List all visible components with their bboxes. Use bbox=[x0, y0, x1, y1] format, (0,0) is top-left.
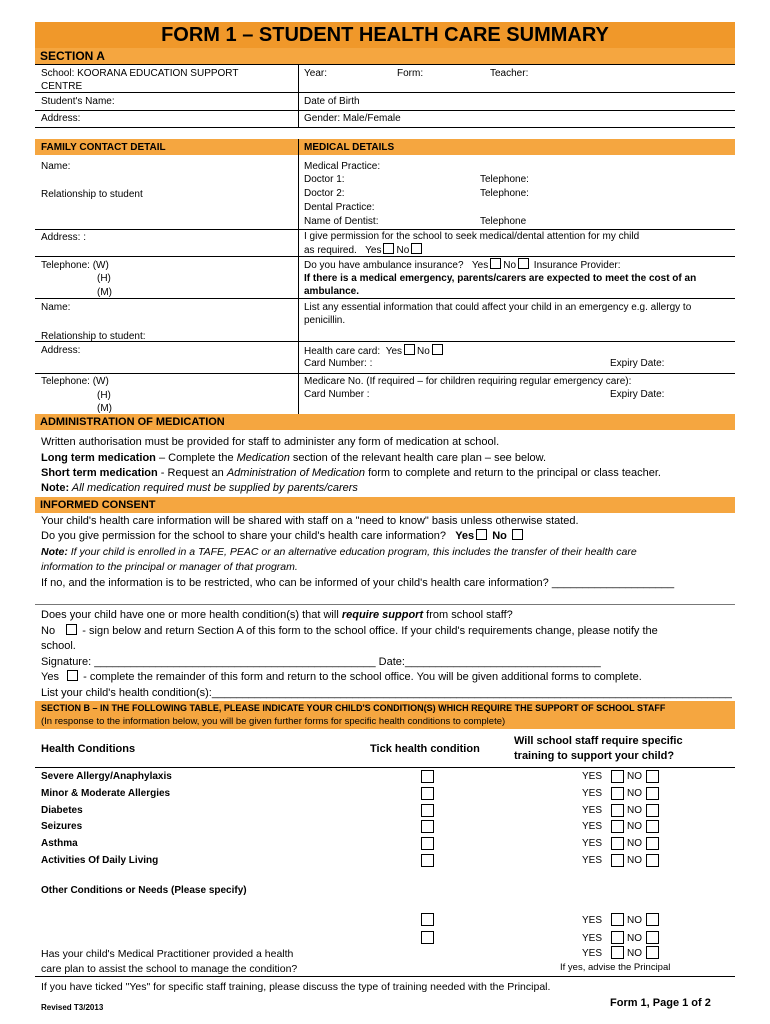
other2-no-checkbox[interactable] bbox=[646, 931, 659, 944]
other1-yes-checkbox[interactable] bbox=[611, 913, 624, 926]
dentist-telephone-label[interactable]: Telephone bbox=[480, 216, 527, 227]
condition-yes-label: YES bbox=[582, 771, 603, 782]
family-name-label[interactable]: Name: bbox=[41, 161, 71, 172]
medical-practice-label[interactable]: Medical Practice: bbox=[304, 161, 381, 172]
condition-training-yes-checkbox[interactable] bbox=[611, 820, 624, 833]
medical-details-heading: MEDICAL DETAILS bbox=[304, 142, 395, 153]
condition-yes-label: YES bbox=[582, 804, 603, 816]
practitioner-question: Has your child's Medical Practitioner provided a health bbox=[41, 948, 294, 960]
health-care-card: Health care card: Yes No bbox=[304, 344, 445, 358]
family-tel-m-label[interactable]: (M) bbox=[97, 287, 112, 298]
condition-training-yes-checkbox[interactable] bbox=[611, 854, 624, 867]
admin-note: Note: All medication required must be supplied by parents/carers bbox=[41, 482, 358, 494]
emergency-note: If there is a medical emergency, parents/carers are expected to meet the cost of an bbox=[304, 273, 697, 284]
support-no-checkbox[interactable] bbox=[66, 624, 77, 635]
support-yes-checkbox[interactable] bbox=[67, 670, 78, 681]
admin-short-term: Short term medication - Request an Administration of Medication form to complete and return to the principal or class teacher. bbox=[41, 467, 661, 479]
condition-training-no-checkbox[interactable] bbox=[646, 837, 659, 850]
col-health-conditions: Health Conditions bbox=[41, 743, 136, 755]
page-number: Form 1, Page 1 of 2 bbox=[610, 997, 711, 1009]
condition-no-label: NO bbox=[627, 838, 642, 850]
practitioner-yes: YES bbox=[582, 948, 603, 959]
condition-label: Minor & Moderate Allergies bbox=[41, 787, 171, 799]
condition-yes-label: YES bbox=[582, 838, 603, 850]
expiry-date-label[interactable]: Expiry Date: bbox=[610, 358, 665, 369]
family-relationship-label[interactable]: Relationship to student bbox=[41, 189, 143, 200]
condition-label: Activities Of Daily Living bbox=[41, 855, 159, 866]
health-card-no-checkbox[interactable] bbox=[432, 344, 443, 355]
essential-info-label-cont: penicillin. bbox=[304, 315, 346, 326]
family-tel-w2-label[interactable]: Telephone: (W) bbox=[41, 376, 109, 387]
doctor1-label[interactable]: Doctor 1: bbox=[304, 174, 345, 185]
doctor2-telephone-label[interactable]: Telephone: bbox=[480, 188, 529, 199]
essential-info-label[interactable]: List any essential information that could affect your child in an emergency e.g. allergy to bbox=[304, 302, 692, 313]
practitioner-no: NO bbox=[627, 948, 642, 959]
consent-permission: Do you give permission for the school to share your child's health care information? Yes No bbox=[41, 529, 525, 543]
support-no-option: No - sign below and return Section A of this form to the school office. If your child's requirements change, please notify the bbox=[41, 625, 658, 637]
family-name2-label[interactable]: Name: bbox=[41, 302, 71, 313]
other1-no-checkbox[interactable] bbox=[646, 913, 659, 926]
col-tick-condition: Tick health condition bbox=[370, 743, 480, 755]
card-number2-label[interactable]: Card Number : bbox=[304, 389, 370, 400]
address-label[interactable]: Address: bbox=[41, 113, 81, 124]
consent-yes-checkbox[interactable] bbox=[476, 529, 487, 540]
ambulance-no-checkbox[interactable] bbox=[518, 258, 529, 269]
condition-tick-checkbox[interactable] bbox=[421, 820, 434, 833]
advise-principal-note: If yes, advise the Principal bbox=[560, 962, 671, 973]
consent-line1: Your child's health care information will be shared with staff on a "need to know" basis unless otherwise stated. bbox=[41, 515, 579, 527]
medicare-label[interactable]: Medicare No. (If required – for children requiring regular emergency care): bbox=[304, 376, 632, 387]
school-label-cont: CENTRE bbox=[41, 81, 83, 92]
other1-yes: YES bbox=[582, 915, 603, 926]
condition-yes-label: YES bbox=[582, 787, 603, 799]
permission-yes-checkbox[interactable] bbox=[383, 243, 394, 254]
condition-tick-checkbox[interactable] bbox=[421, 804, 434, 817]
section-a-heading: SECTION A bbox=[35, 48, 735, 64]
condition-label: Severe Allergy/Anaphylaxis bbox=[41, 771, 172, 782]
dental-practice-label[interactable]: Dental Practice: bbox=[304, 202, 375, 213]
teacher-label[interactable]: Teacher: bbox=[490, 68, 529, 79]
practitioner-no-checkbox[interactable] bbox=[646, 946, 659, 959]
family-address-label[interactable]: Address: : bbox=[41, 232, 87, 243]
support-question: Does your child have one or more health condition(s) that will require support from school staff? bbox=[41, 609, 513, 621]
informed-consent-heading: INFORMED CONSENT bbox=[35, 497, 735, 513]
ambulance-question: Do you have ambulance insurance? Yes No Insurance Provider: bbox=[304, 260, 621, 271]
consent-no-checkbox[interactable] bbox=[512, 529, 523, 540]
family-tel-h-label[interactable]: (H) bbox=[97, 273, 111, 284]
permission-text: I give permission for the school to seek medical/dental attention for my child bbox=[304, 231, 640, 242]
admin-medication-heading: ADMINISTRATION OF MEDICATION bbox=[35, 414, 735, 430]
condition-label: Asthma bbox=[41, 838, 78, 850]
col-staff-training-cont: training to support your child? bbox=[514, 750, 675, 762]
health-card-yes-checkbox[interactable] bbox=[404, 344, 415, 355]
condition-yes-label: YES bbox=[582, 821, 603, 833]
condition-no-label: NO bbox=[627, 855, 642, 866]
condition-label: Seizures bbox=[41, 821, 83, 833]
other-condition2-tick-checkbox[interactable] bbox=[421, 931, 434, 944]
ambulance-yes-checkbox[interactable] bbox=[490, 258, 501, 269]
consent-note-cont: information to the principal or manager of that program. bbox=[41, 561, 298, 573]
support-yes-option: Yes - complete the remainder of this form and return to the school office. You will be given additional forms to complete. bbox=[41, 671, 642, 683]
condition-tick-checkbox[interactable] bbox=[421, 787, 434, 800]
other-condition1-tick-checkbox[interactable] bbox=[421, 913, 434, 926]
family-address2-label[interactable]: Address: bbox=[41, 345, 81, 356]
form-title: FORM 1 – STUDENT HEALTH CARE SUMMARY bbox=[35, 22, 735, 48]
other1-no: NO bbox=[627, 915, 642, 926]
gender-label[interactable]: Gender: Male/Female bbox=[304, 113, 401, 124]
other2-no: NO bbox=[627, 933, 642, 944]
family-tel-w-label[interactable]: Telephone: (W) bbox=[41, 260, 109, 271]
family-tel-m2-label[interactable]: (M) bbox=[97, 403, 112, 414]
permission-text-cont: as required. Yes No bbox=[304, 243, 424, 257]
condition-training-yes-checkbox[interactable] bbox=[611, 837, 624, 850]
practitioner-question-cont: care plan to assist the school to manage the condition? bbox=[41, 963, 298, 975]
admin-long-term: Long term medication – Complete the Medication section of the relevant health care plan – see below. bbox=[41, 452, 547, 464]
signature-date-field[interactable]: Signature: ______________________________________________ Date:________________________________ bbox=[41, 656, 601, 668]
form-label[interactable]: Form: bbox=[397, 68, 424, 79]
condition-training-yes-checkbox[interactable] bbox=[611, 770, 624, 783]
condition-tick-checkbox[interactable] bbox=[421, 770, 434, 783]
consent-note: Note: If your child is enrolled in a TAFE, PEAC or an alternative education program, this includes the transfer of their health care bbox=[41, 546, 637, 558]
condition-training-no-checkbox[interactable] bbox=[646, 820, 659, 833]
consent-restrict-field[interactable]: If no, and the information is to be restricted, who can be informed of your child's health care information? ____________________ bbox=[41, 577, 675, 589]
condition-no-label: NO bbox=[627, 821, 642, 833]
health-conditions-list-field[interactable]: List your child's health condition(s):_____________________________________________________________________________________ bbox=[41, 687, 732, 699]
col-staff-training: Will school staff require specific bbox=[514, 735, 683, 747]
dob-label[interactable]: Date of Birth bbox=[304, 96, 360, 107]
condition-training-yes-checkbox[interactable] bbox=[611, 787, 624, 800]
permission-no-checkbox[interactable] bbox=[411, 243, 422, 254]
condition-yes-label: YES bbox=[582, 855, 603, 866]
other2-yes: YES bbox=[582, 933, 603, 944]
emergency-note-cont: ambulance. bbox=[304, 286, 360, 297]
other2-yes-checkbox[interactable] bbox=[611, 931, 624, 944]
doctor2-label[interactable]: Doctor 2: bbox=[304, 188, 345, 199]
section-b-heading: SECTION B – IN THE FOLLOWING TABLE, PLEASE INDICATE YOUR CHILD'S CONDITION(S) WHICH REQUIRE THE SUPPORT OF SCHOOL STAFF bbox=[41, 703, 666, 713]
family-contact-heading: FAMILY CONTACT DETAIL bbox=[41, 142, 166, 153]
condition-training-yes-checkbox[interactable] bbox=[611, 804, 624, 817]
dentist-name-label[interactable]: Name of Dentist: bbox=[304, 216, 379, 227]
condition-no-label: NO bbox=[627, 804, 642, 816]
training-note: If you have ticked "Yes" for specific staff training, please discuss the type of training needed with the Principal. bbox=[41, 981, 551, 993]
card-number-label[interactable]: Card Number: : bbox=[304, 358, 373, 369]
other-conditions-label: Other Conditions or Needs (Please specify) bbox=[41, 885, 247, 896]
condition-tick-checkbox[interactable] bbox=[421, 837, 434, 850]
condition-label: Diabetes bbox=[41, 804, 83, 816]
condition-training-no-checkbox[interactable] bbox=[646, 787, 659, 800]
revised-date: Revised T3/2013 bbox=[41, 1003, 104, 1012]
practitioner-yes-checkbox[interactable] bbox=[611, 946, 624, 959]
condition-no-label: NO bbox=[627, 787, 642, 799]
admin-line1: Written authorisation must be provided for staff to administer any form of medication at school. bbox=[41, 436, 500, 448]
students-name-label[interactable]: Student's Name: bbox=[41, 96, 115, 107]
condition-training-no-checkbox[interactable] bbox=[646, 770, 659, 783]
condition-training-no-checkbox[interactable] bbox=[646, 854, 659, 867]
family-relationship2-label[interactable]: Relationship to student: bbox=[41, 331, 146, 342]
doctor1-telephone-label[interactable]: Telephone: bbox=[480, 174, 529, 185]
expiry-date2-label[interactable]: Expiry Date: bbox=[610, 389, 665, 400]
condition-tick-checkbox[interactable] bbox=[421, 854, 434, 867]
support-no-option-cont: school. bbox=[41, 640, 76, 652]
school-label: School: KOORANA EDUCATION SUPPORT bbox=[41, 68, 239, 79]
year-label[interactable]: Year: bbox=[304, 68, 327, 79]
family-tel-h2-label[interactable]: (H) bbox=[97, 390, 111, 401]
condition-no-label: NO bbox=[627, 771, 642, 782]
section-b-subheading: (In response to the information below, you will be given further forms for specific health conditions to complete) bbox=[41, 716, 506, 727]
condition-training-no-checkbox[interactable] bbox=[646, 804, 659, 817]
